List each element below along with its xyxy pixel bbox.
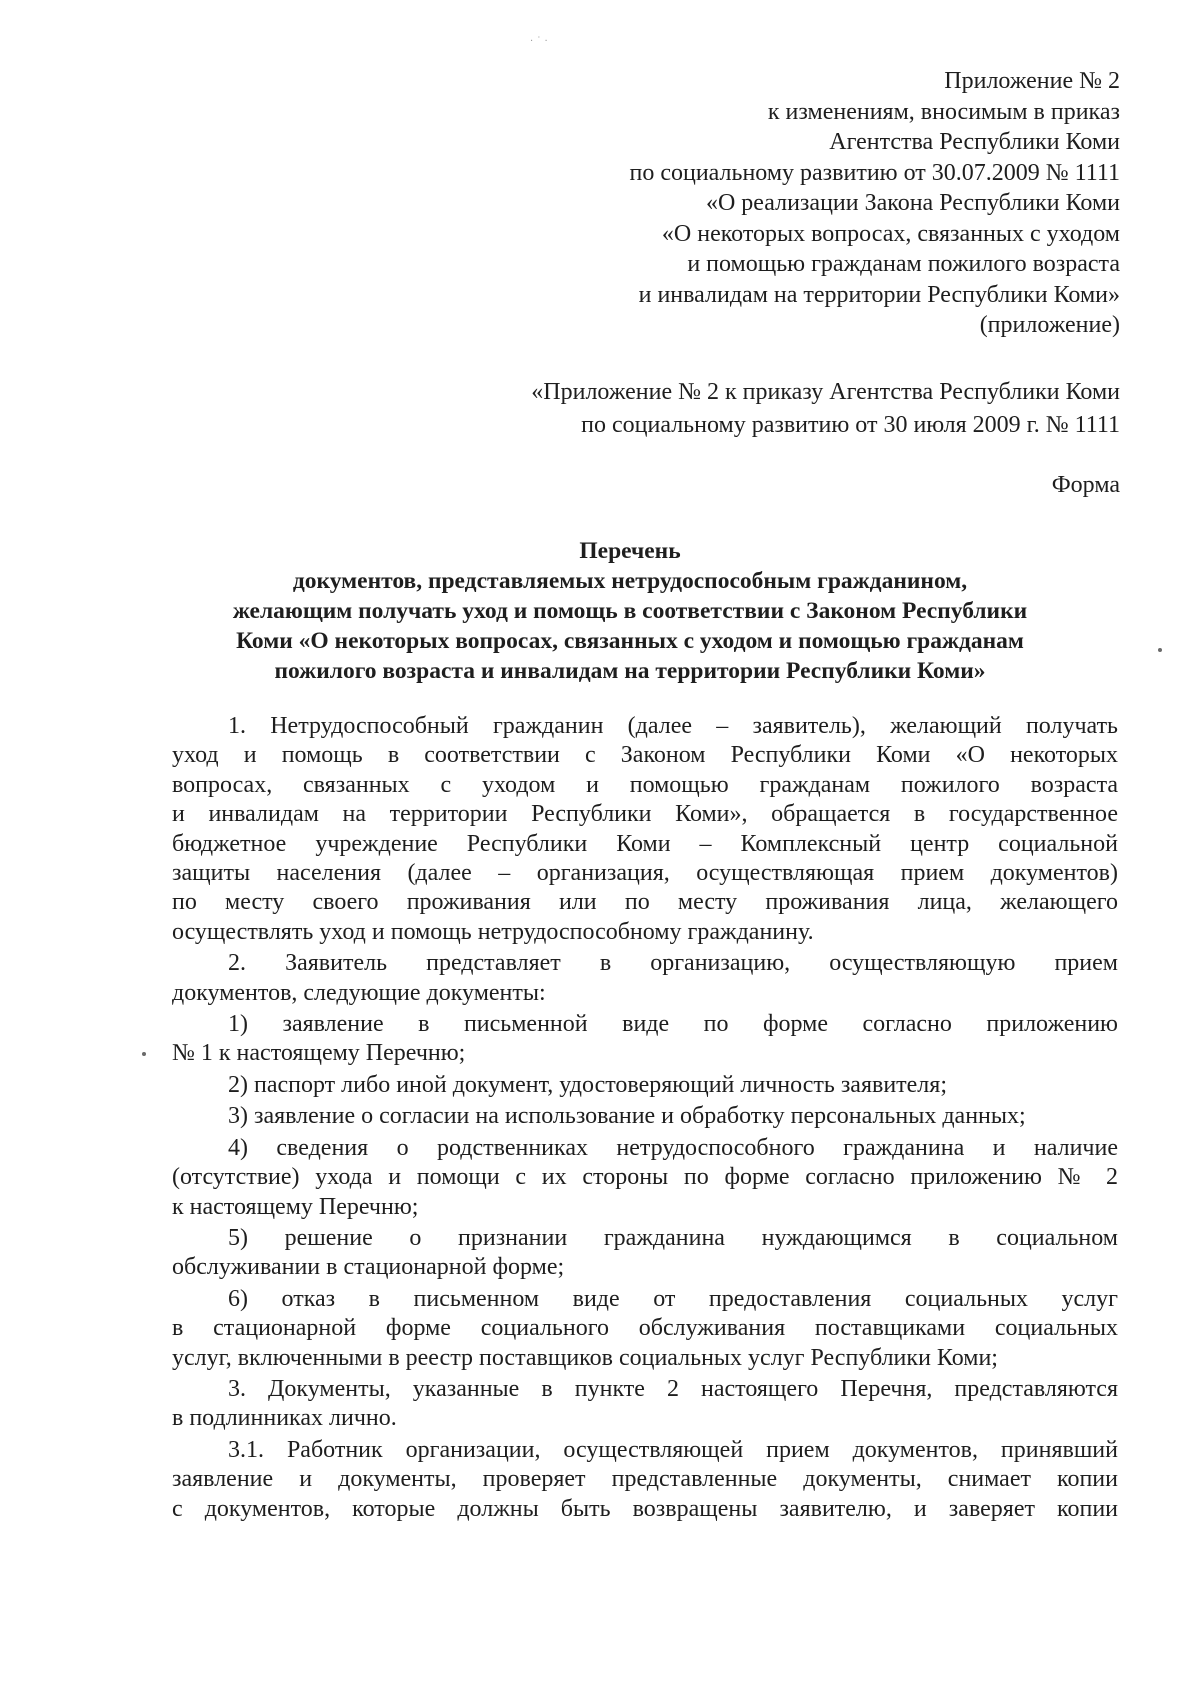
header-line: к изменениям, вносимым в приказ: [767, 98, 1120, 125]
body-line: 1) заявление в письменной виде по форме согласно приложению: [228, 1011, 1118, 1038]
body-line: 3.1. Работник организации, осуществляющей прием документов, принявший: [228, 1436, 1118, 1463]
body-line: (отсутствие) ухода и помощи с их стороны по форме согласно приложению № 2: [172, 1164, 1118, 1191]
header-line: «О некоторых вопросах, связанных с уходом: [661, 220, 1120, 247]
title-line: Коми «О некоторых вопросах, связанных с уходом и помощью гражданам: [236, 628, 1024, 654]
body-line: защиты населения (далее – организация, осуществляющая прием документов): [172, 860, 1118, 887]
body-line: осуществлять уход и помощь нетрудоспособному гражданину.: [172, 918, 814, 945]
body-line: 2) паспорт либо иной документ, удостоверяющий личность заявителя;: [228, 1071, 947, 1098]
body-line: в стационарной форме социального обслуживания поставщиками социальных: [172, 1315, 1118, 1342]
appendix-header: [480, 66, 1120, 341]
scan-dot: [1158, 648, 1162, 652]
list-item-1: [172, 1010, 1118, 1069]
reference-line: по социальному развитию от 30 июля 2009 г. № 1111: [581, 412, 1120, 438]
list-item-4: [172, 1134, 1118, 1222]
body-line: 1. Нетрудоспособный гражданин (далее – заявитель), желающий получать: [228, 713, 1118, 739]
body-line: услуг, включенными в реестр поставщиков социальных услуг Республики Коми;: [172, 1344, 998, 1371]
header-line: и помощью гражданам пожилого возраста: [687, 251, 1120, 277]
paragraph-1: [172, 712, 1118, 947]
header-line: Агентства Республики Коми: [829, 129, 1120, 155]
header-line: и инвалидам на территории Республики Коми»: [638, 281, 1120, 308]
body-line: уход и помощь в соответствии с Законом Республики Коми «О некоторых: [172, 742, 1118, 769]
body-line: по месту своего проживания или по месту проживания лица, желающего: [172, 889, 1118, 916]
header-line: по социальному развитию от 30.07.2009 № 1111: [629, 159, 1120, 186]
list-item-6: [172, 1285, 1118, 1373]
body-line: заявление и документы, проверяет представленные документы, снимает копии: [172, 1466, 1118, 1493]
list-item-2: [172, 1071, 1118, 1100]
body-line: бюджетное учреждение Республики Коми – Комплексный центр социальной: [172, 830, 1118, 857]
form-label: Форма: [1051, 472, 1120, 498]
body-line: в подлинниках лично.: [172, 1405, 397, 1432]
list-item-5: [172, 1224, 1118, 1283]
document-title: [150, 536, 1110, 686]
paragraph-2: [172, 949, 1118, 1008]
body-line: 4) сведения о родственниках нетрудоспособного гражданина и наличие: [228, 1134, 1118, 1161]
body-line: 3) заявление о согласии на использование и обработку персональных данных;: [228, 1103, 1026, 1130]
title-line: пожилого возраста и инвалидам на территории Республики Коми»: [274, 658, 986, 684]
document-body: [172, 712, 1118, 1526]
header-line: Приложение № 2: [944, 68, 1120, 94]
order-reference: [360, 376, 1120, 442]
scan-dot: [142, 1052, 146, 1056]
paragraph-3: [172, 1375, 1118, 1434]
title-line: Перечень: [579, 538, 681, 564]
title-line: документов, представляемых нетрудоспособным гражданином,: [292, 568, 968, 594]
header-line: «О реализации Закона Республики Коми: [705, 190, 1120, 216]
header-line: (приложение): [979, 312, 1120, 338]
body-line: документов, следующие документы:: [172, 979, 546, 1006]
body-line: 6) отказ в письменном виде от предоставления социальных услуг: [228, 1285, 1118, 1312]
body-line: 2. Заявитель представляет в организацию, осуществляющую прием: [228, 950, 1118, 977]
body-line: 5) решение о признании гражданина нуждающимся в социальном: [228, 1224, 1118, 1251]
body-line: и инвалидам на территории Республики Коми», обращается в государственное: [172, 801, 1118, 828]
reference-line: «Приложение № 2 к приказу Агентства Республики Коми: [531, 379, 1120, 405]
paragraph-3-1: [172, 1436, 1118, 1524]
body-line: 3. Документы, указанные в пункте 2 настоящего Перечня, представляются: [228, 1375, 1118, 1402]
body-line: с документов, которые должны быть возвращены заявителю, и заверяет копии: [172, 1495, 1118, 1522]
title-line: желающим получать уход и помощь в соответствии с Законом Республики: [232, 598, 1028, 624]
body-line: обслуживании в стационарной форме;: [172, 1254, 565, 1281]
body-line: вопросах, связанных с уходом и помощью гражданам пожилого возраста: [172, 771, 1118, 798]
body-line: к настоящему Перечню;: [172, 1193, 419, 1220]
list-item-3: [172, 1102, 1118, 1131]
body-line: № 1 к настоящему Перечню;: [172, 1040, 466, 1067]
scan-specks: · ˙ ·: [530, 36, 548, 47]
